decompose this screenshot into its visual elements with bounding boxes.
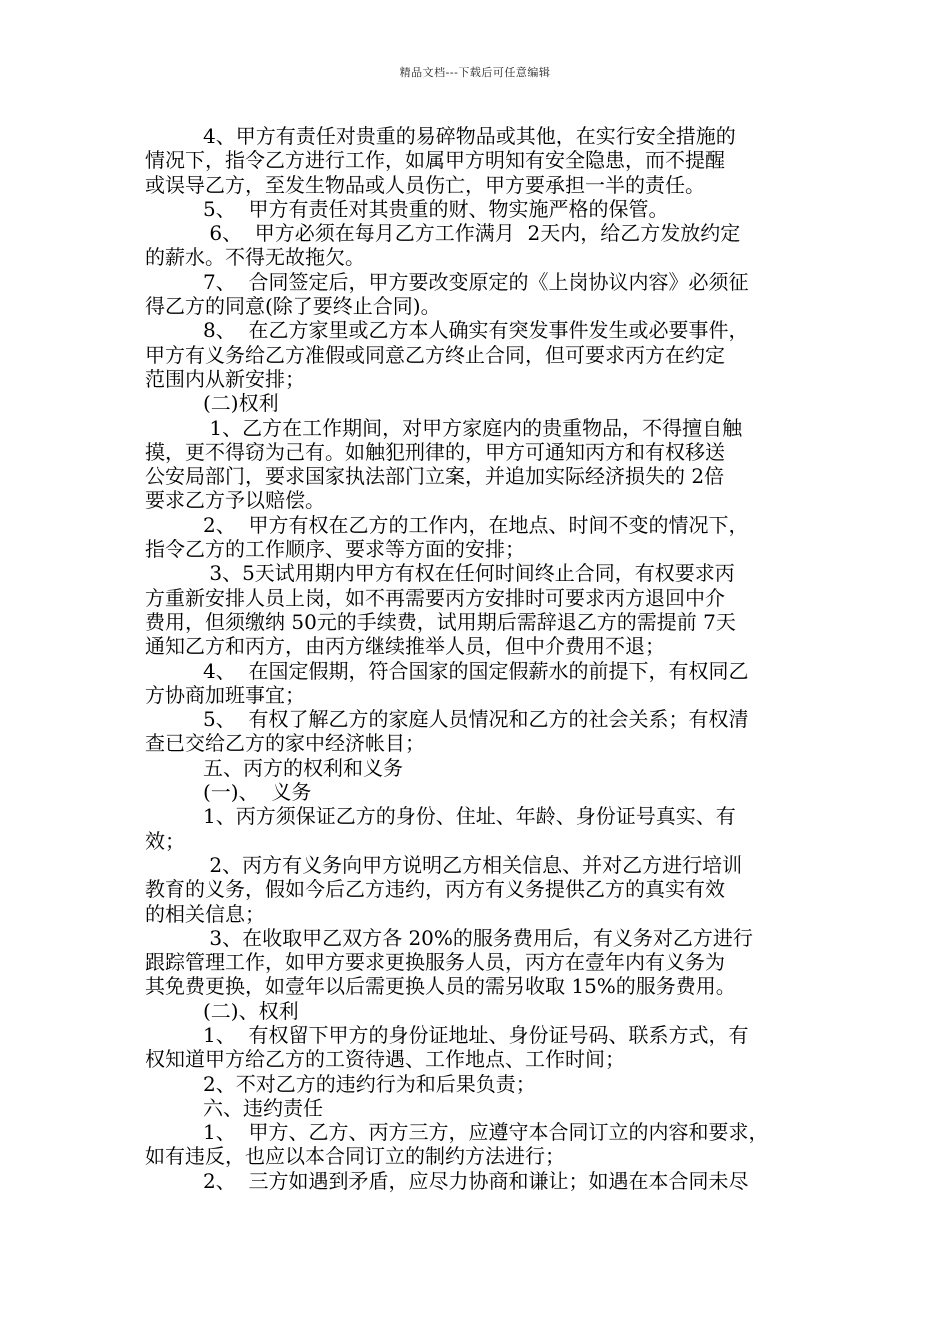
- document-line: 2、 甲方有权在乙方的工作内，在地点、时间不变的情况下，: [203, 512, 749, 537]
- document-line: 效；: [145, 828, 185, 853]
- document-line: 5、 甲方有责任对其贵重的财、物实施严格的保管。: [203, 196, 669, 221]
- document-line: 查已交给乙方的家中经济帐目；: [145, 731, 425, 756]
- document-line: 摸，更不得窃为己有。如触犯刑律的，甲方可通知丙方和有权移送: [145, 439, 725, 464]
- document-line: 4、甲方有责任对贵重的易碎物品或其他，在实行安全措施的: [203, 124, 736, 148]
- document-line: (二)权利: [203, 391, 279, 416]
- document-line: 1、 甲方、乙方、丙方三方，应遵守本合同订立的内容和要求，: [203, 1120, 769, 1145]
- document-line: 1、乙方在工作期间，对甲方家庭内的贵重物品，不得擅自触: [203, 415, 743, 440]
- document-line: 其免费更换，如壹年以后需更换人员的需另收取 15%的服务费用。: [145, 974, 736, 999]
- document-line: 的薪水。不得无故拖欠。: [145, 245, 365, 270]
- document-line: 教育的义务，假如今后乙方违约，丙方有义务提供乙方的真实有效: [145, 877, 725, 902]
- document-line: 3、5天试用期内甲方有权在任何时间终止合同，有权要求丙: [203, 561, 735, 586]
- document-line: 权知道甲方给乙方的工资待遇、工作地点、工作时间；: [145, 1047, 625, 1072]
- document-line: 跟踪管理工作，如甲方要求更换服务人员，丙方在壹年内有义务为: [145, 950, 725, 975]
- document-line: 费用，但须缴纳 50元的手续费，试用期后需辞退乙方的需提前 7天: [145, 609, 736, 634]
- document-line: 7、 合同签定后，甲方要改变原定的《上岗协议内容》必须征: [203, 269, 749, 294]
- document-line: 2、丙方有义务向甲方说明乙方相关信息、并对乙方进行培训: [203, 852, 743, 877]
- document-line: 1、丙方须保证乙方的身份、住址、年龄、身份证号真实、有: [203, 804, 736, 829]
- document-line: 方重新安排人员上岗，如不再需要丙方安排时可要求丙方退回中介: [145, 585, 725, 610]
- document-line: 1、 有权留下甲方的身份证地址、身份证号码、联系方式，有: [203, 1022, 749, 1047]
- document-body: [145, 124, 805, 1193]
- document-line: 要求乙方予以赔偿。: [145, 488, 325, 513]
- document-line: (一)、 义务: [203, 780, 312, 805]
- document-line: 2、不对乙方的违约行为和后果负责；: [203, 1071, 536, 1096]
- document-line: 或误导乙方，至发生物品或人员伤亡，甲方要承担一半的责任。: [145, 172, 705, 197]
- document-line: 通知乙方和丙方，由丙方继续推举人员，但中介费用不退；: [145, 634, 665, 659]
- document-line: 5、 有权了解乙方的家庭人员情况和乙方的社会关系；有权清: [203, 707, 749, 732]
- document-line: 6、 甲方必须在每月乙方工作满月 2天内，给乙方发放约定: [203, 221, 741, 246]
- document-line: 甲方有义务给乙方准假或同意乙方终止合同，但可要求丙方在约定: [145, 342, 725, 367]
- document-line: 如有违反，也应以本合同订立的制约方法进行；: [145, 1144, 565, 1169]
- document-line: 得乙方的同意(除了要终止合同)。: [145, 294, 441, 319]
- document-line: 方协商加班事宜；: [145, 682, 305, 707]
- document-line: 3、在收取甲乙双方各 20%的服务费用后，有义务对乙方进行: [203, 925, 753, 950]
- document-line: 指令乙方的工作顺序、要求等方面的安排；: [145, 537, 525, 562]
- page-header: 精品文档---下载后可任意编辑: [399, 66, 551, 79]
- document-line: 公安局部门，要求国家执法部门立案，并追加实际经济损失的 2倍: [145, 464, 725, 489]
- document-line: 的相关信息；: [145, 901, 265, 926]
- document-line: 2、 三方如遇到矛盾，应尽力协商和谦让；如遇在本合同未尽: [203, 1168, 749, 1193]
- document-line: 范围内从新安排；: [145, 366, 305, 391]
- document-line: 8、 在乙方家里或乙方本人确实有突发事件发生或必要事件，: [203, 318, 749, 343]
- document-line: 情况下，指令乙方进行工作，如属甲方明知有安全隐患，而不提醒: [145, 148, 725, 173]
- document-line: 4、 在国定假期，符合国家的国定假薪水的前提下，有权同乙: [203, 658, 749, 683]
- document-line: 六、违约责任: [203, 1095, 323, 1120]
- document-line: 五、丙方的权利和义务: [203, 755, 403, 780]
- document-line: (二)、权利: [203, 998, 299, 1023]
